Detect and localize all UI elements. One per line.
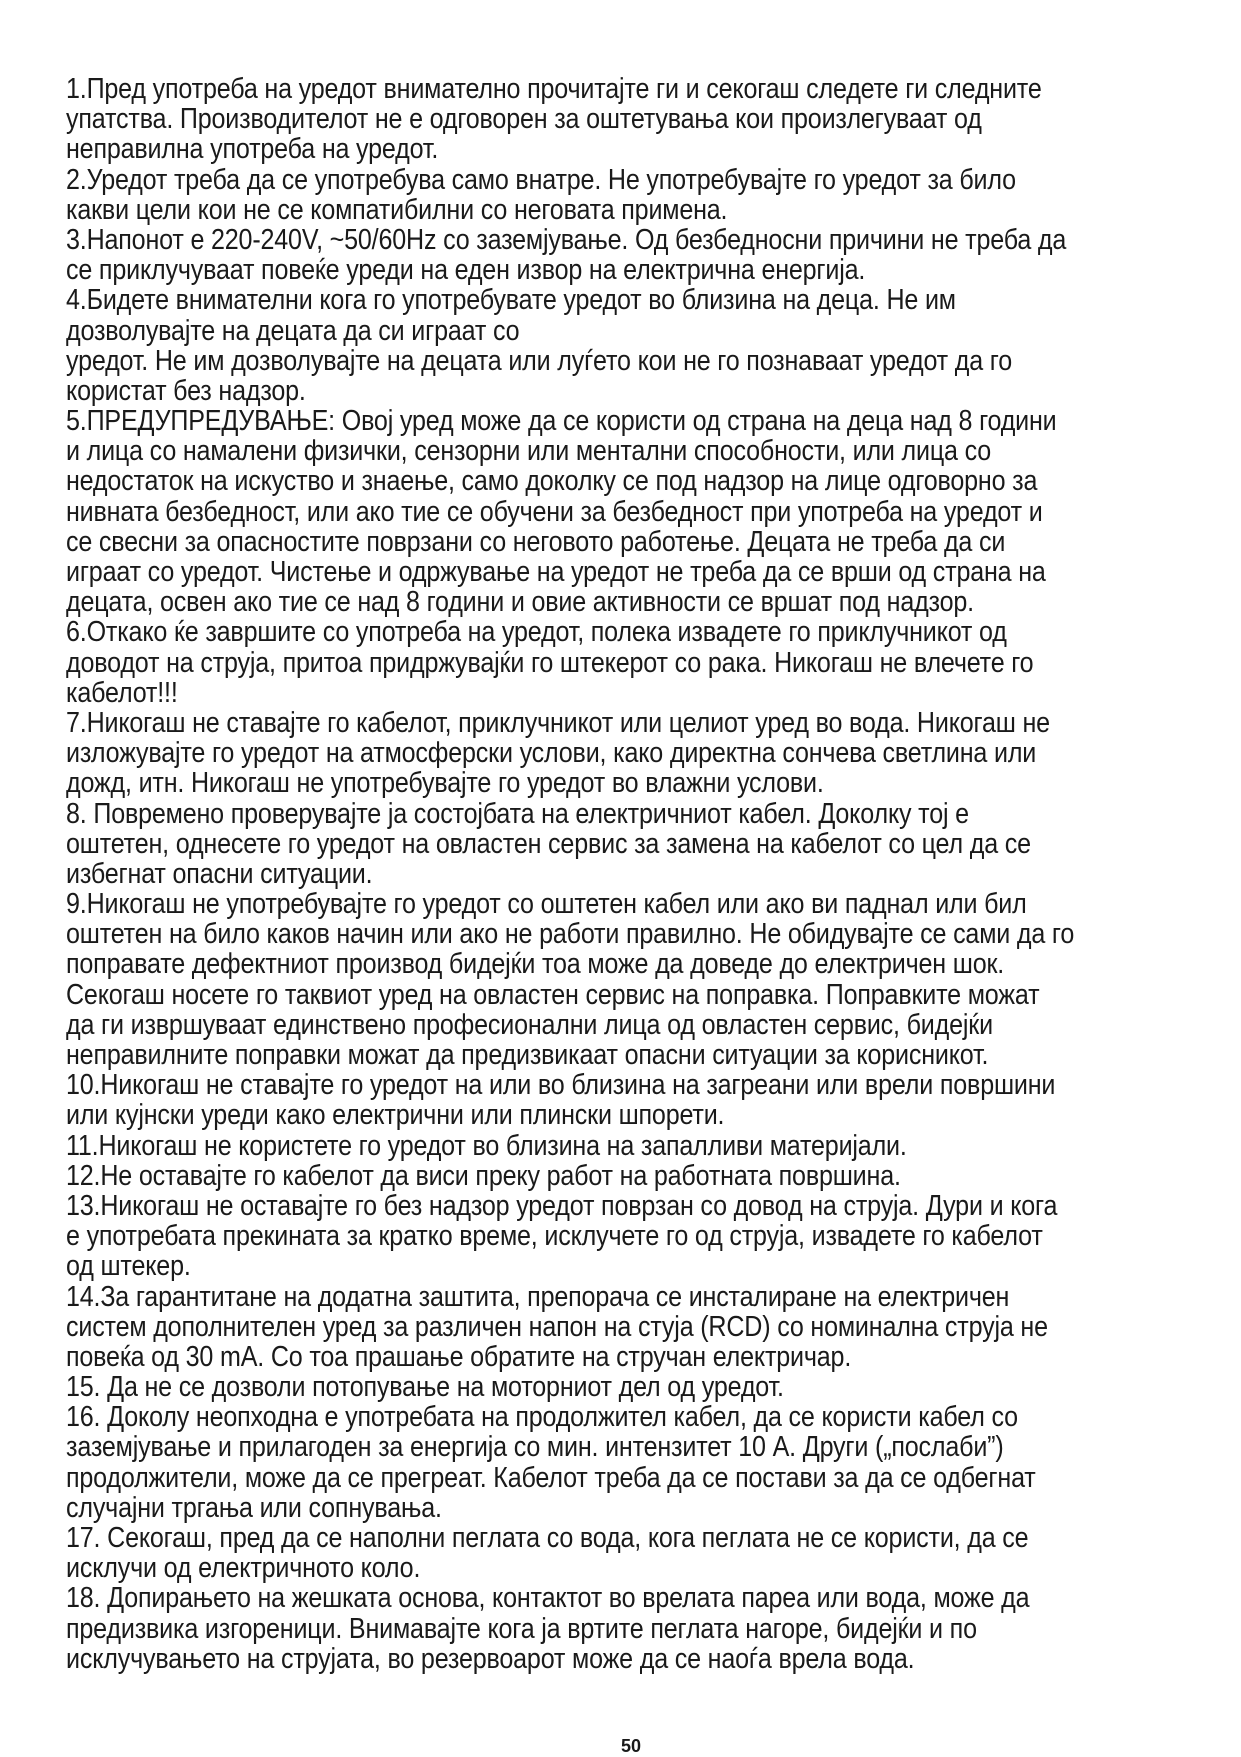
text-line: систем дополнителен уред за различен напон на стуја (RCD) со номинална струја не [66,1310,1048,1343]
text-line: 15. Да не се дозволи потопување на моторниот дел од уредот. [66,1371,784,1404]
text-line: недостаток на искуство и знаење, само доколку се под надзор на лице одговорно за [66,465,1038,498]
text-line: нивната безбедност, или ако тие се обучени за безбедност при употреба на уредот и [66,495,1043,528]
text-line: 2.Уредот треба да се употребува само внатре. Не употребувајте го уредот за било [66,163,1016,196]
text-line: 8. Повремено проверувајте ја состојбата на електричниот кабел. Доколку тој е [66,797,969,830]
document-body [66,74,1197,1674]
text-line: децата, освен ако тие се над 8 години и овие активности се вршат под надзор. [66,586,974,619]
text-line: изложувајте го уредот на атмосферски услови, како директна сончева светлина или [66,737,1037,770]
text-line: или кујнски уреди како електрични или плински шпорети. [66,1099,725,1132]
text-line: упатства. Производителот не е одговорен за оштетувања кои произлегуваат од [66,103,982,136]
text-line: оштетен на било каков начин или ако не работи правилно. Не обидувајте се сами да го [66,918,1075,951]
text-line: дозволувајте на децата да си играат со [66,314,520,347]
text-line: 12.Не оставајте го кабелот да виси преку работ на работната површина. [66,1159,901,1192]
text-line: се свесни за опасностите поврзани со неговото работење. Децата не треба да си [66,525,1006,558]
text-line: 18. Допирањето на жешката основа, контактот во врелата пареа или вода, може да [66,1582,1030,1615]
text-line: 6.Откако ќе завршите со употреба на уредот, полека извадете го приклучникот од [66,616,1007,649]
text-line: 3.Напонот е 220-240V, ~50/60Hz со заземјување. Од безбедносни причини не треба да [66,223,1067,256]
text-line: се приклучуваат повеќе уреди на еден извор на електрична енергија. [66,254,866,287]
text-line: неправилните поправки можат да предизвикаат опасни ситуации за корисникот. [66,1039,989,1071]
text-line: користат без надзор. [66,374,306,407]
text-line: 14.За гарантитане на додатна заштита, препорача се инсталиране на електричен [66,1280,1010,1313]
text-line: доводот на струја, притоа придржувајќи го штекерот со рака. Никогаш не влечете го [66,646,1034,679]
text-line: 16. Доколу неопходна е употребата на продолжител кабел, да се користи кабел со [66,1401,1018,1434]
text-line: поправате дефектниот производ бидејќи тоа може да доведе до електричен шок. [66,948,1005,981]
text-line: заземјување и прилагоден за енергија со мин. интензитет 10 А. Други („послаби”) [66,1431,1004,1464]
document-page [66,73,1196,1756]
text-line: 17. Секогаш, пред да се наполни пеглата со вода, кога пеглата не се користи, да се [66,1522,1029,1554]
text-line: Секогаш носете го таквиот уред на овластен сервис на поправка. Поправките можат [66,978,1040,1011]
text-line: 13.Никогаш не оставајте го без надзор уредот поврзан со довод на струја. Дури и кога [66,1189,1058,1222]
text-line: играат со уредот. Чистење и одржување на уредот не треба да се врши од страна на [66,556,1046,588]
text-line: повеќа од 30 mA. Со тоа прашање обратите на стручан електричар. [66,1340,852,1373]
page-number: 50 [620,1736,642,1756]
text-line: 9.Никогаш не употребувајте го уредот со оштетен кабел или ако ви паднал или бил [66,888,1027,921]
text-line: 1.Пред употреба на уредот внимателно прочитајте ги и секогаш следете ги следните [66,73,1042,105]
text-line: случајни тргања или сопнувања. [66,1491,442,1524]
text-line: предизвика изгореници. Внимавајте кога ја вртите пеглата нагоре, бидејќи и по [66,1612,977,1645]
text-line: избегнат опасни ситуации. [66,857,373,890]
text-line: и лица со намалени физички, сензорни или ментални способности, или лица со [66,435,992,468]
text-line: исклучи од електричното коло. [66,1552,421,1585]
text-line: е употребата прекината за кратко време, исклучете го од струја, извадете го кабелот [66,1220,1043,1253]
text-line: исклучувањето на струјата, во резервоарот може да се наоѓа врела вода. [66,1642,915,1675]
text-line: уредот. Не им дозволувајте на децата или луѓето кои не го познаваат уредот да го [66,344,1012,377]
text-line: од штекер. [66,1250,191,1283]
text-line: 7.Никогаш не ставајте го кабелот, приклучникот или целиот уред во вода. Никогаш не [66,706,1050,739]
text-line: кабелот!!! [66,676,178,709]
text-line: дожд, итн. Никогаш не употребувајте го уредот во влажни услови. [66,767,824,800]
text-line: да ги извршуваат единствено професионални лица од овластен сервис, бидејќи [66,1008,993,1041]
text-line: 10.Никогаш не ставајте го уредот на или во близина на загреани или врели површини [66,1069,1056,1102]
text-line: неправилна употреба на уредот. [66,133,439,166]
text-line: 4.Бидете внимателни кога го употребувате уредот во близина на деца. Не им [66,284,956,317]
text-line: 11.Никогаш не користете го уредот во близина на запалливи материјали. [66,1129,907,1162]
text-line: 5.ПРЕДУПРЕДУВАЊЕ: Овој уред може да се користи од страна на деца над 8 години [66,405,1057,438]
text-line: оштетен, однесете го уредот на овластен сервис за замена на кабелот со цел да се [66,827,1031,860]
text-line: продолжители, може да се прегреат. Кабелот треба да се постави за да се одбегнат [66,1461,1036,1494]
text-line: какви цели кои не се компатибилни со неговата примена. [66,193,728,226]
